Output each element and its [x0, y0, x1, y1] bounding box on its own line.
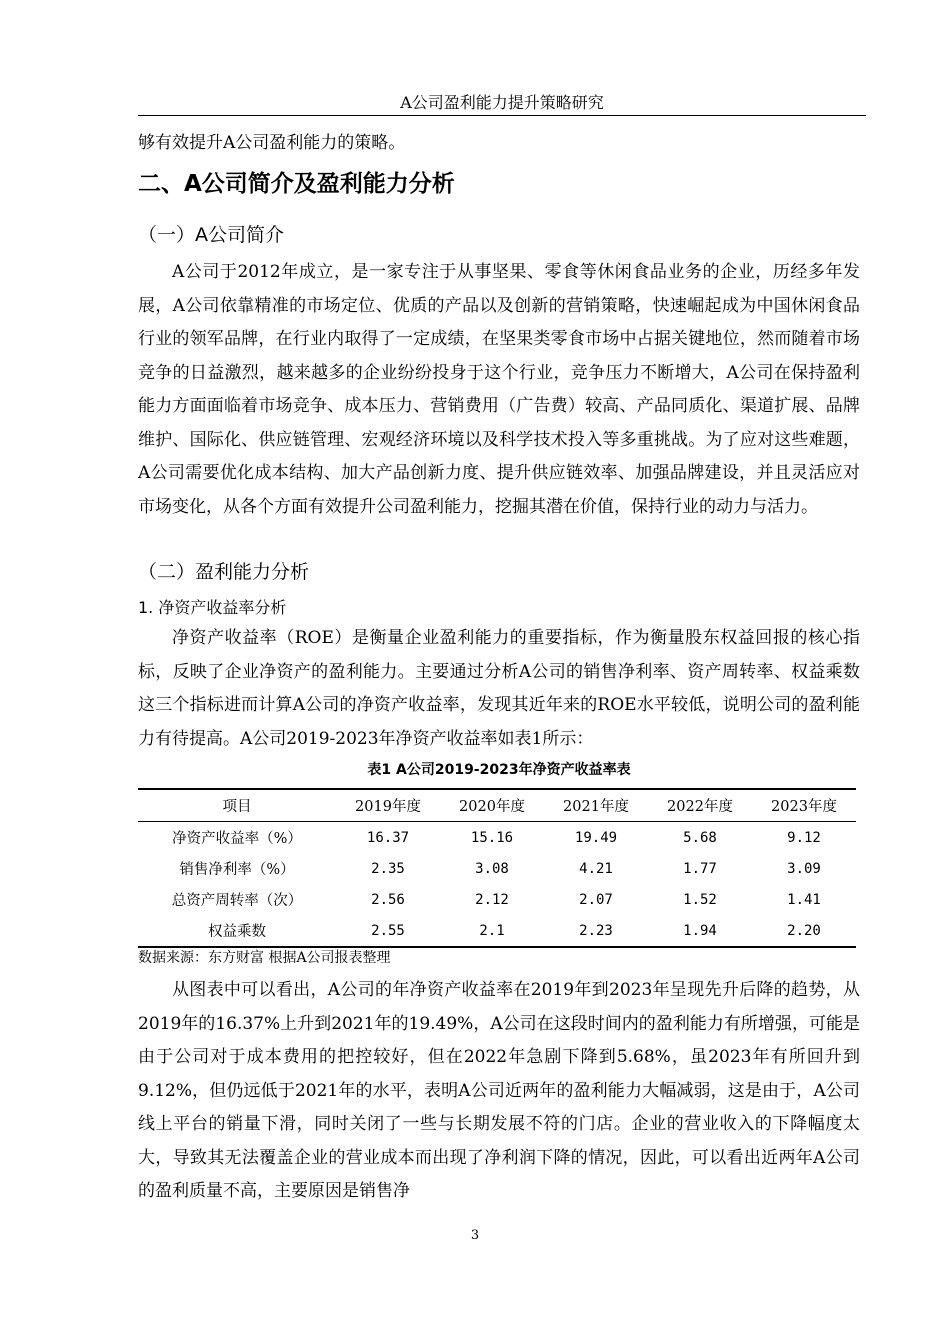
table-cell: 1.41	[787, 891, 821, 908]
page-number: 3	[470, 1228, 480, 1243]
subsection-heading-profitability: （二）盈利能力分析	[138, 561, 310, 583]
subsection-heading-company-profile: （一）A公司简介	[138, 224, 284, 246]
table-cell: 3.09	[787, 860, 821, 877]
table-cell: 3.08	[475, 860, 509, 877]
table-cell: 16.37	[366, 829, 410, 846]
table-row	[138, 853, 856, 884]
table-source-note: 数据来源：东方财富 根据A公司报表整理	[138, 950, 391, 966]
column-header: 项目	[222, 799, 252, 815]
column-header: 2023年度	[771, 799, 837, 815]
table-cell: 2.35	[371, 860, 405, 877]
table-cell: 2.55	[371, 922, 405, 939]
table-row	[138, 915, 856, 947]
table-cell: 2.56	[371, 891, 405, 908]
table-cell: 19.49	[574, 829, 618, 846]
column-header: 2021年度	[563, 799, 629, 815]
table-cell: 1.94	[683, 922, 717, 939]
table-row	[138, 822, 856, 854]
table-cell: 2.07	[579, 891, 613, 908]
table-cell: 5.68	[683, 829, 717, 846]
column-header: 2019年度	[355, 799, 421, 815]
header-divider	[138, 115, 866, 116]
column-header: 2022年度	[667, 799, 733, 815]
section-heading: 二、A公司简介及盈利能力分析	[138, 171, 455, 197]
table-cell: 1.77	[683, 860, 717, 877]
company-profile-paragraph: A公司于2012年成立，是一家专注于从事坚果、零食等休闲食品业务的企业，历经多年发展，A公司依靠精准的市场定位、优质的产品以及创新的营销策略，快速崛起成为中国休闲食品行业的领军品牌，在行业内取得了一定成绩，在坚果类零食市场中占据关键地位，然而随着市场竞争的日益激烈，越来越多的企业纷纷投身于这个行业，竞争压力不断增大，A公司在保持盈利能力方面面临着市场竞争、成本压力、营销费用（广告费）较高、产品同质化、渠道扩展、品牌维护、国际化、供应链管理、宏观经济环境以及科学技术投入等多重挑战。为了应对这些难题，A公司需要优化成本结构、加大产品创新力度、提升供应链效率、加强品牌建设，并且灵活应对市场变化，从各个方面有效提升公司盈利能力，挖掘其潜在价值，保持行业的动力与活力。	[138, 262, 860, 517]
table-cell: 2.20	[787, 922, 821, 939]
table-cell: 15.16	[470, 829, 514, 846]
table-cell: 9.12	[787, 829, 821, 846]
row-label: 总资产周转率（次）	[171, 893, 303, 909]
table-cell: 2.1	[479, 922, 505, 939]
row-label: 销售净利率（%）	[179, 862, 295, 878]
row-label: 净资产收益率（%）	[172, 831, 302, 847]
running-header: A公司盈利能力提升策略研究	[400, 93, 604, 112]
table-caption: 表1 A公司2019-2023年净资产收益率表	[367, 762, 631, 778]
column-header: 2020年度	[459, 799, 525, 815]
row-label: 权益乘数	[208, 924, 266, 940]
analysis-paragraph: 从图表中可以看出，A公司的年净资产收益率在2019年到2023年呈现先升后降的趋势，从2019年的16.37%上升到2021年的19.49%，A公司在这段时间内的盈利能力有所增强，可能是由于公司对于成本费用的把控较好，但在2022年急剧下降到5.68%，虽2023年有所回升到9.12%，但仍远低于2021年的水平，表明A公司近两年的盈利能力大幅减弱，这是由于，A公司线上平台的销量下滑，同时关闭了一些与长期发展不符的门店。企业的营业收入的下降幅度太大，导致其无法覆盖企业的营业成本而出现了净利润下降的情况，因此，可以看出近两年A公司的盈利质量不高，主要原因是销售净	[138, 980, 860, 1201]
table-row	[138, 884, 856, 915]
table-header-row	[138, 789, 856, 822]
table-cell: 4.21	[579, 860, 613, 877]
table-cell: 2.23	[579, 922, 613, 939]
roe-paragraph: 净资产收益率（ROE）是衡量企业盈利能力的重要指标，作为衡量股东权益回报的核心指标，反映了企业净资产的盈利能力。主要通过分析A公司的销售净利率、资产周转率、权益乘数这三个指标进而计算A公司的净资产收益率，发现其近年来的ROE水平较低，说明公司的盈利能力有待提高。A公司2019-2023年净资产收益率如表1所示：	[138, 628, 860, 749]
item-heading-roe: 1. 净资产收益率分析	[138, 598, 287, 617]
table-cell: 1.52	[683, 891, 717, 908]
table-cell: 2.12	[475, 891, 509, 908]
roe-table	[138, 788, 856, 948]
intro-line: 够有效提升A公司盈利能力的策略。	[138, 133, 406, 153]
